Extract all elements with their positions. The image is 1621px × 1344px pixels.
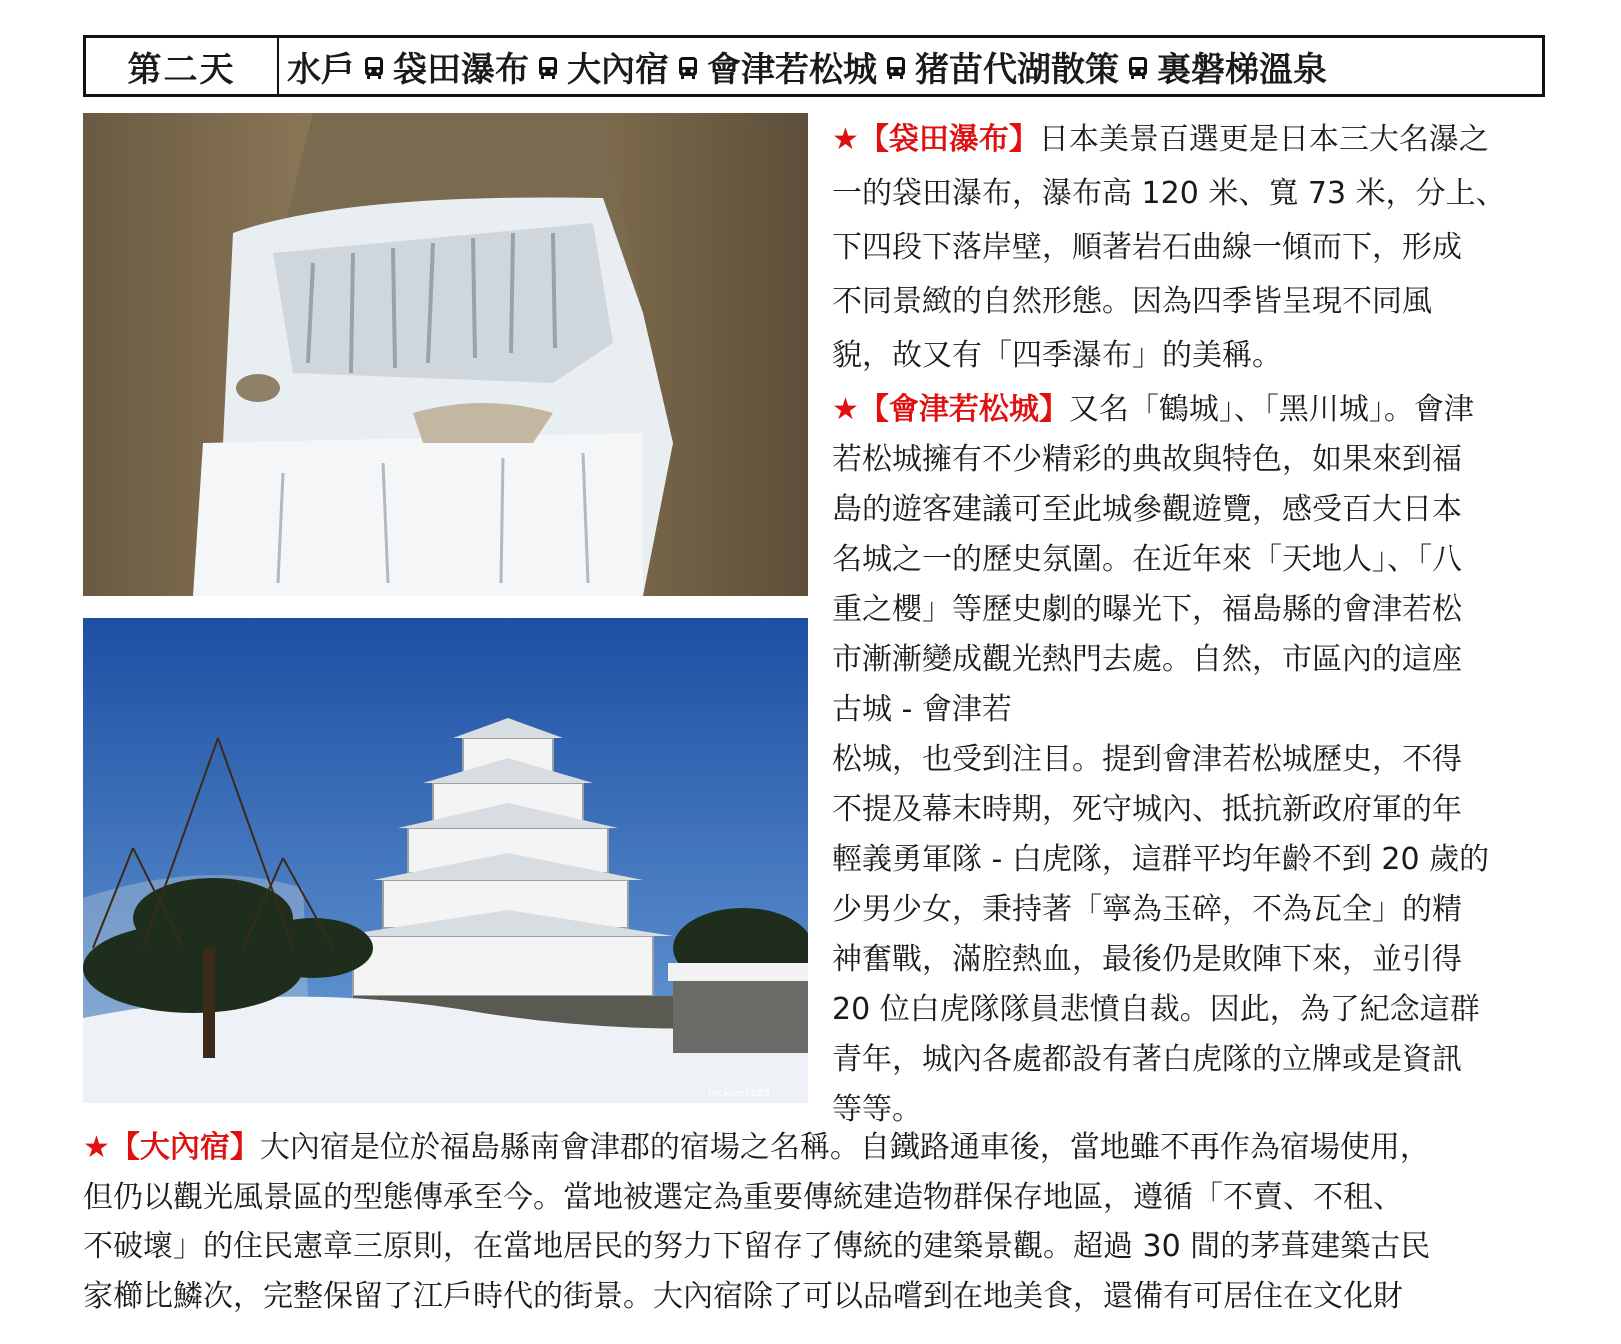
photo-watermark: rocklee1088 (708, 1088, 770, 1099)
bus-icon (361, 55, 387, 81)
route-stop: 猪苗代湖散策 (915, 49, 1119, 90)
text-line: 貌，故又有「四季瀑布」的美稱。 (832, 338, 1282, 373)
castle-photo (83, 618, 808, 1103)
text-line: 又名「鶴城」、「黑川城」。會津 (1068, 392, 1474, 427)
text-line: 下四段下落岸壁，順著岩石曲線一傾而下，形成 (832, 230, 1462, 265)
text-line: 少男少女，秉持著「寧為玉碎，不為瓦全」的精 (832, 892, 1462, 927)
section-title: ★【會津若松城】 (832, 392, 1069, 427)
text-line: 輕義勇軍隊 - 白虎隊，這群平均年齡不到 20 歲的 (832, 842, 1490, 877)
right-column (832, 113, 1538, 1135)
waterfall-photo (83, 113, 808, 596)
text-line: 神奮戰，滿腔熱血，最後仍是敗陣下來，並引得 (832, 942, 1462, 977)
text-line: 家櫛比鱗次，完整保留了江戶時代的街景。大內宿除了可以品嚐到在地美食，還備有可居住在文化財 (83, 1278, 1403, 1314)
text-line: 重之櫻」等歷史劇的曝光下，福島縣的會津若松 (832, 592, 1462, 627)
text-line: 青年，城內各處都設有著白虎隊的立牌或是資訊 (832, 1042, 1462, 1077)
text-line: 一的袋田瀑布，瀑布高 120 米、寬 73 米，分上、 (832, 176, 1506, 211)
text-line: 名城之一的歷史氛圍。在近年來「天地人」、「八 (832, 542, 1462, 577)
text-line: 不同景緻的自然形態。因為四季皆呈現不同風 (832, 284, 1432, 319)
section-fukuroda (832, 113, 1538, 383)
text-line: 大內宿是位於福島縣南會津郡的宿場之名稱。自鐵路通車後，當地雖不再作為宿場使用， (259, 1130, 1430, 1165)
route-stop: 裏磐梯溫泉 (1157, 49, 1327, 90)
route-stop: 大內宿 (567, 49, 669, 90)
section-aizu-castle (832, 385, 1538, 1135)
bus-icon (675, 55, 701, 81)
route-stop: 袋田瀑布 (393, 49, 529, 90)
day-label: 第二天 (86, 38, 279, 94)
text-line: 等等。 (832, 1092, 922, 1127)
text-line: 島的遊客建議可至此城參觀遊覽，感受百大日本 (832, 492, 1462, 527)
text-line: 市漸漸變成觀光熱門去處。自然，市區內的這座 (832, 642, 1462, 677)
bus-icon (535, 55, 561, 81)
itinerary-header (83, 35, 1545, 97)
bus-icon (1125, 55, 1151, 81)
text-line: 古城 - 會津若 (832, 692, 1012, 727)
text-line: 但仍以觀光風景區的型態傳承至今。當地被選定為重要傳統建造物群保存地區，遵循「不賣、不租、 (83, 1179, 1403, 1215)
route-stop: 會津若松城 (707, 49, 877, 90)
text-line: 日本美景百選更是日本三大名瀑之 (1038, 122, 1489, 157)
text-line: 20 位白虎隊隊員悲憤自裁。因此，為了紀念這群 (832, 992, 1480, 1027)
section-title: ★【袋田瀑布】 (832, 122, 1039, 157)
bus-icon (883, 55, 909, 81)
text-line: 松城，也受到注目。提到會津若松城歷史，不得 (832, 742, 1462, 777)
route-stop: 水戶 (287, 49, 355, 90)
text-line: 若松城擁有不少精彩的典故與特色，如果來到福 (832, 442, 1462, 477)
text-line: 不破壞」的住民憲章三原則，在當地居民的努力下留存了傳統的建築景觀。超過 30 間的茅葺建築古民 (83, 1229, 1431, 1264)
section-title: ★【大內宿】 (83, 1130, 260, 1165)
section-ouchijuku (83, 1123, 1543, 1321)
route-list (279, 42, 1542, 91)
text-line: 不提及幕末時期，死守城內、抵抗新政府軍的年 (832, 792, 1462, 827)
